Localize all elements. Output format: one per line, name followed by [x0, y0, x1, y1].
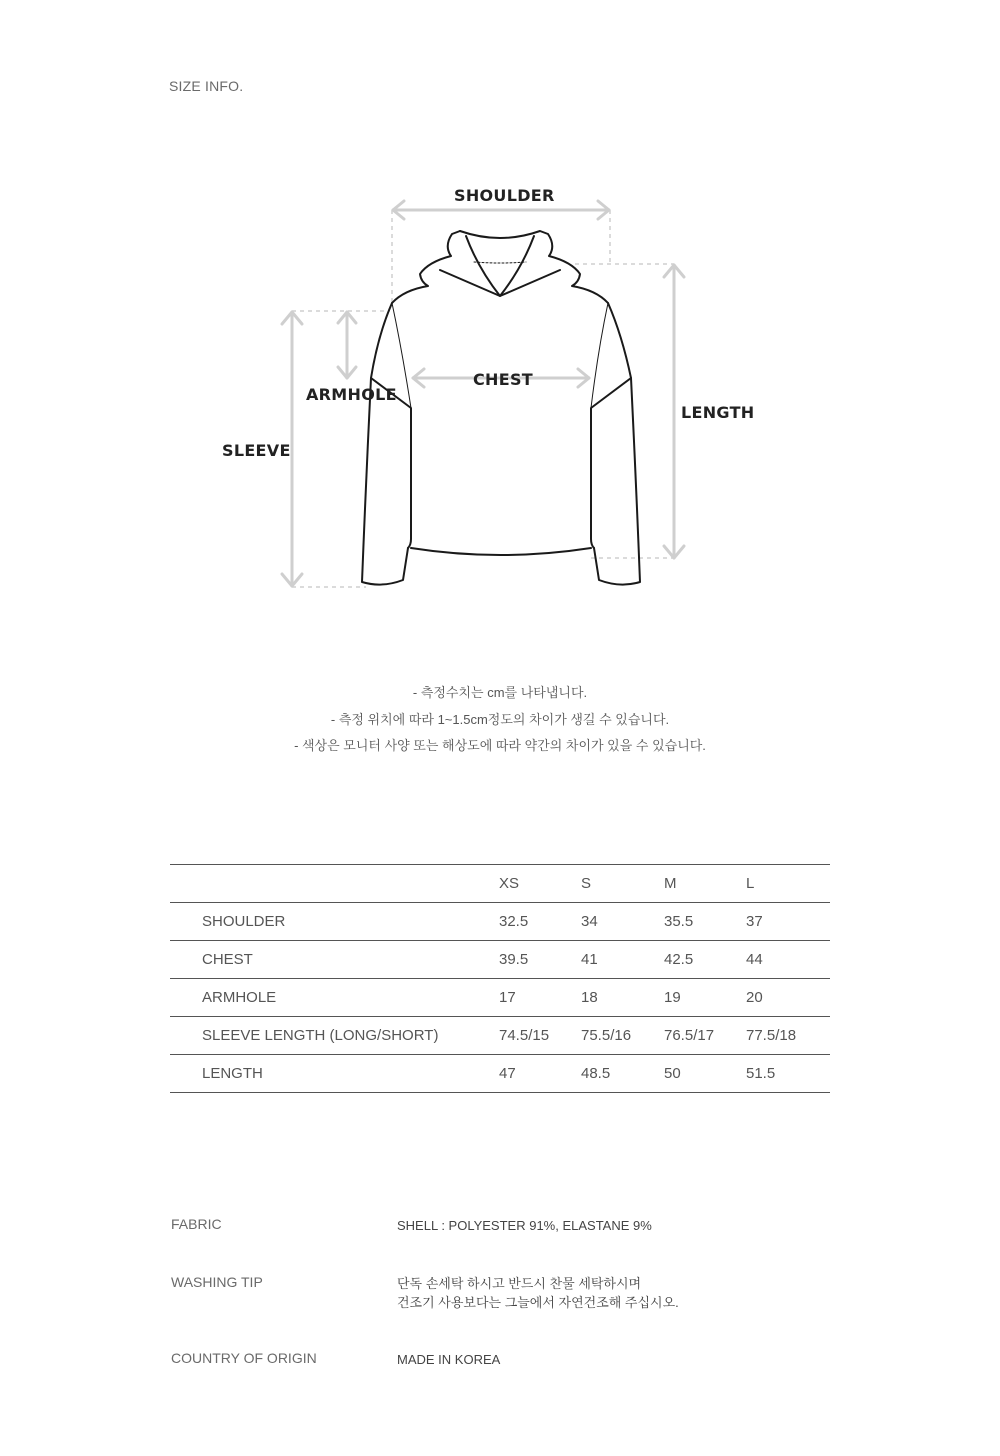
label-armhole: ARMHOLE: [306, 385, 397, 404]
origin-value: [397, 1350, 797, 1369]
table-cell: 47: [499, 1055, 581, 1093]
section-title: SIZE INFO.: [169, 78, 244, 94]
header-cell-xs: XS: [499, 865, 581, 903]
fabric-value: [397, 1216, 797, 1235]
table-cell: 41: [581, 941, 664, 979]
table-header-row: [170, 865, 830, 903]
label-chest: CHEST: [473, 370, 533, 389]
table-cell: 74.5/15: [499, 1017, 581, 1055]
note-line: - 측정 위치에 따라 1~1.5cm정도의 차이가 생길 수 있습니다.: [330, 711, 670, 727]
table-cell: 77.5/18: [746, 1017, 830, 1055]
table-cell: 17: [499, 979, 581, 1017]
washing-tip-label: WASHING TIP: [171, 1274, 263, 1290]
origin-line: MADE IN KOREA: [397, 1352, 501, 1367]
table-cell: 32.5: [499, 903, 581, 941]
header-cell-m: M: [664, 865, 746, 903]
row-label: CHEST: [170, 941, 499, 979]
table-row: [170, 941, 830, 979]
table-cell: 37: [746, 903, 830, 941]
row-label: SLEEVE LENGTH (LONG/SHORT): [170, 1017, 499, 1055]
fabric-label: FABRIC: [171, 1216, 222, 1232]
table-cell: 44: [746, 941, 830, 979]
washing-tip-value: [397, 1274, 797, 1312]
table-row: [170, 1055, 830, 1093]
table-cell: 76.5/17: [664, 1017, 746, 1055]
label-sleeve: SLEEVE: [222, 441, 291, 460]
size-diagram: [0, 150, 1000, 610]
table-cell: 34: [581, 903, 664, 941]
table-cell: 48.5: [581, 1055, 664, 1093]
row-label: ARMHOLE: [170, 979, 499, 1017]
table-row: [170, 979, 830, 1017]
washing-tip-line: 단독 손세탁 하시고 반드시 찬물 세탁하시며: [397, 1276, 642, 1291]
table-cell: 42.5: [664, 941, 746, 979]
size-table: [170, 864, 830, 1093]
table-cell: 51.5: [746, 1055, 830, 1093]
label-length: LENGTH: [681, 403, 755, 422]
table-cell: 18: [581, 979, 664, 1017]
fabric-line: SHELL : POLYESTER 91%, ELASTANE 9%: [397, 1218, 652, 1233]
table-row: [170, 1017, 830, 1055]
header-cell: [170, 865, 499, 903]
measurement-notes: [0, 680, 1000, 760]
table-cell: 20: [746, 979, 830, 1017]
washing-tip-line: 건조기 사용보다는 그늘에서 자연건조해 주십시오.: [397, 1295, 679, 1310]
header-cell-l: L: [746, 865, 830, 903]
row-label: SHOULDER: [170, 903, 499, 941]
origin-label: COUNTRY OF ORIGIN: [171, 1350, 317, 1366]
table-row: [170, 903, 830, 941]
table-cell: 19: [664, 979, 746, 1017]
table-cell: 39.5: [499, 941, 581, 979]
table-cell: 35.5: [664, 903, 746, 941]
note-line: - 색상은 모니터 사양 또는 해상도에 따라 약간의 차이가 있을 수 있습니다.: [294, 738, 706, 753]
table-cell: 50: [664, 1055, 746, 1093]
header-cell-s: S: [581, 865, 664, 903]
note-line: - 측정수치는 cm를 나타냅니다.: [412, 685, 588, 700]
table-cell: 75.5/16: [581, 1017, 664, 1055]
label-shoulder: SHOULDER: [454, 186, 555, 205]
row-label: LENGTH: [170, 1055, 499, 1093]
